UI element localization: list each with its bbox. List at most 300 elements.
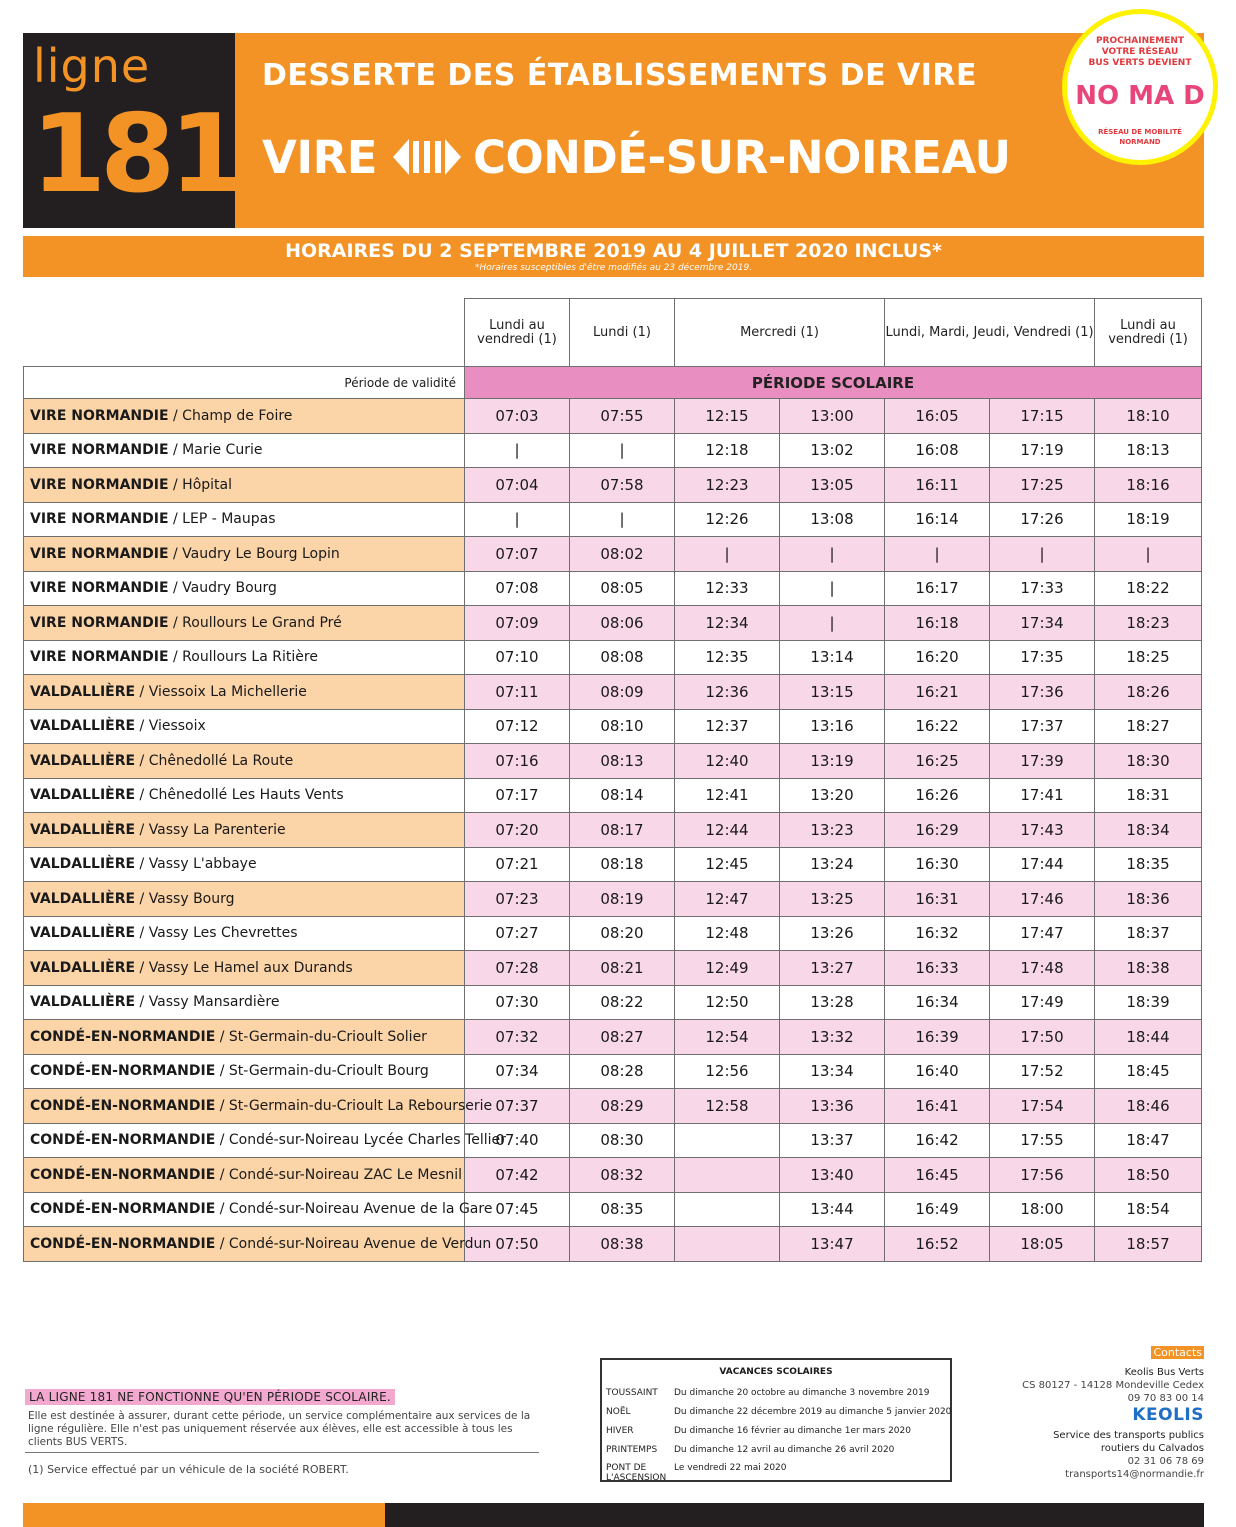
time-cell: 17:44 [990,847,1095,882]
holiday-dates: Le vendredi 22 mai 2020 [674,1463,787,1473]
holidays-title: VACANCES SCOLAIRES [719,1367,833,1377]
time-cell: 17:15 [990,399,1095,434]
timetable [23,298,1202,1262]
time-cell: 18:16 [1095,468,1202,503]
time-cell: 12:50 [675,985,780,1020]
time-cell: 07:28 [465,951,570,986]
contacts-block [984,1346,1204,1481]
time-cell: 18:35 [1095,847,1202,882]
bottom-bar-dark [385,1503,1204,1527]
time-cell: 07:03 [465,399,570,434]
time-cell: 16:20 [885,640,990,675]
time-cell: 17:43 [990,813,1095,848]
validity-label: Période de validité [24,367,465,399]
table-row [24,882,1202,917]
stop-name: VALDALLIÈRE / Vassy Le Hamel aux Durands [24,951,465,986]
time-cell: 07:20 [465,813,570,848]
commune-name: VALDALLIÈRE [30,787,136,804]
time-cell: | [465,502,570,537]
stop-name: VALDALLIÈRE / Vassy La Parenterie [24,813,465,848]
holiday-dates: Du dimanche 16 février au dimanche 1er mars 2020 [674,1426,911,1436]
time-cell: 13:47 [780,1227,885,1262]
time-cell: 18:13 [1095,433,1202,468]
time-cell: 16:14 [885,502,990,537]
time-cell: 12:40 [675,744,780,779]
stop-name: CONDÉ-EN-NORMANDIE / St-Germain-du-Crioult Solier [24,1020,465,1055]
stop-label: Hôpital [182,476,232,493]
time-cell: 18:10 [1095,399,1202,434]
time-cell: 08:21 [570,951,675,986]
time-cell: 16:21 [885,675,990,710]
stop-label: Roullours La Ritière [182,649,318,666]
time-cell: 07:37 [465,1089,570,1124]
holiday-dates: Du dimanche 12 avril au dimanche 26 avril 2020 [674,1445,895,1455]
period-row [24,367,1202,399]
time-cell: | [675,537,780,572]
table-row [24,640,1202,675]
table-row [24,951,1202,986]
commune-name: VALDALLIÈRE [30,890,136,907]
time-cell: 07:40 [465,1123,570,1158]
time-cell: 08:18 [570,847,675,882]
stop-name: CONDÉ-EN-NORMANDIE / Condé-sur-Noireau Avenue de la Gare [24,1192,465,1227]
time-cell: 13:34 [780,1054,885,1089]
time-cell: 18:44 [1095,1020,1202,1055]
time-cell: 18:46 [1095,1089,1202,1124]
stop-label: Vassy L'abbaye [148,856,257,873]
time-cell: 16:42 [885,1123,990,1158]
stop-label: Viessoix La Michellerie [148,683,307,700]
time-cell: 07:21 [465,847,570,882]
time-cell: 13:14 [780,640,885,675]
commune-name: CONDÉ-EN-NORMANDIE [30,1097,216,1114]
service-notice [25,1389,395,1405]
time-cell: 13:32 [780,1020,885,1055]
time-cell: 18:31 [1095,778,1202,813]
stop-name: VIRE NORMANDIE / Vaudry Le Bourg Lopin [24,537,465,572]
time-cell: 16:30 [885,847,990,882]
time-cell: 16:17 [885,571,990,606]
time-cell: 16:34 [885,985,990,1020]
stop-label: Chênedollé Les Hauts Vents [148,787,344,804]
stop-label: St-Germain-du-Crioult La Rebourserie [228,1097,493,1114]
time-cell: 12:44 [675,813,780,848]
time-cell: 08:27 [570,1020,675,1055]
stop-name: VALDALLIÈRE / Chênedollé La Route [24,744,465,779]
time-cell: | [885,537,990,572]
stop-name: VIRE NORMANDIE / Roullours Le Grand Pré [24,606,465,641]
double-arrow-icon [393,137,461,177]
time-cell: 16:33 [885,951,990,986]
table-row [24,813,1202,848]
time-cell [675,1123,780,1158]
time-cell: | [465,433,570,468]
time-cell: 08:08 [570,640,675,675]
table-row [24,778,1202,813]
commune-name: VIRE NORMANDIE [30,545,169,562]
table-row [24,1020,1202,1055]
time-cell: 13:37 [780,1123,885,1158]
time-cell: 08:22 [570,985,675,1020]
table-row [24,571,1202,606]
service-email[interactable]: transports14@normandie.fr [1065,1469,1204,1480]
table-row [24,1123,1202,1158]
time-cell: 07:34 [465,1054,570,1089]
time-cell: 17:41 [990,778,1095,813]
time-cell: | [780,571,885,606]
stop-label: Vaudry Le Bourg Lopin [182,545,340,562]
time-cell: 13:44 [780,1192,885,1227]
table-row [24,1089,1202,1124]
time-cell: 07:12 [465,709,570,744]
stop-label: St-Germain-du-Crioult Solier [228,1028,427,1045]
time-cell: 13:40 [780,1158,885,1193]
header-blank [24,299,465,367]
commune-name: CONDÉ-EN-NORMANDIE [30,1063,216,1080]
stop-name: VALDALLIÈRE / Vassy Bourg [24,882,465,917]
time-cell: 18:05 [990,1227,1095,1262]
commune-name: VALDALLIÈRE [30,752,136,769]
line-number: 181 [31,92,239,217]
time-cell: 17:56 [990,1158,1095,1193]
time-cell: 16:49 [885,1192,990,1227]
time-cell: 17:49 [990,985,1095,1020]
time-cell: 08:38 [570,1227,675,1262]
time-cell: 07:50 [465,1227,570,1262]
time-cell: 12:37 [675,709,780,744]
time-cell: 13:00 [780,399,885,434]
stop-name: VIRE NORMANDIE / LEP - Maupas [24,502,465,537]
service-line2: routiers du Calvados [1100,1443,1204,1454]
stop-label: Condé-sur-Noireau ZAC Le Mesnil [228,1166,463,1183]
time-cell: 16:40 [885,1054,990,1089]
time-cell: 13:27 [780,951,885,986]
time-cell: 17:54 [990,1089,1095,1124]
stop-label: LEP - Maupas [182,511,276,528]
time-cell: 17:47 [990,916,1095,951]
time-cell: 08:09 [570,675,675,710]
table-row [24,468,1202,503]
time-cell: 16:18 [885,606,990,641]
time-cell: 17:52 [990,1054,1095,1089]
time-cell: 07:10 [465,640,570,675]
holiday-dates: Du dimanche 22 décembre 2019 au dimanche 5 janvier 2020 [674,1407,952,1417]
time-cell: 18:25 [1095,640,1202,675]
time-cell: 08:02 [570,537,675,572]
stop-name: CONDÉ-EN-NORMANDIE / Condé-sur-Noireau Avenue de Verdun [24,1227,465,1262]
time-cell: 18:19 [1095,502,1202,537]
stop-label: Champ de Foire [182,407,293,424]
time-cell: 08:05 [570,571,675,606]
time-cell [675,1158,780,1193]
time-cell: 17:39 [990,744,1095,779]
time-cell: 08:35 [570,1192,675,1227]
time-cell: 18:23 [1095,606,1202,641]
time-cell: 16:05 [885,399,990,434]
nomad-logo [1062,9,1218,165]
table-row [24,675,1202,710]
stop-label: Condé-sur-Noireau Avenue de Verdun [228,1235,492,1252]
time-cell: 18:30 [1095,744,1202,779]
time-cell: 17:48 [990,951,1095,986]
validity-note: *Horaires susceptibles d'être modifiés au 23 décembre 2019. [474,263,753,273]
time-cell: 07:32 [465,1020,570,1055]
time-cell: 08:06 [570,606,675,641]
commune-name: VIRE NORMANDIE [30,407,169,424]
stop-name: VALDALLIÈRE / Viessoix [24,709,465,744]
stop-name: VIRE NORMANDIE / Hôpital [24,468,465,503]
time-cell: | [570,433,675,468]
table-row [24,606,1202,641]
time-cell: 16:08 [885,433,990,468]
time-cell: | [780,606,885,641]
commune-name: VALDALLIÈRE [30,925,136,942]
commune-name: VALDALLIÈRE [30,856,136,873]
period-label: PÉRIODE SCOLAIRE [465,367,1202,399]
time-cell: 12:18 [675,433,780,468]
table-row [24,916,1202,951]
time-cell: 13:08 [780,502,885,537]
table-row [24,399,1202,434]
time-cell: 18:54 [1095,1192,1202,1227]
time-cell: 18:38 [1095,951,1202,986]
stop-label: Condé-sur-Noireau Avenue de la Gare [228,1201,493,1218]
table-row [24,502,1202,537]
time-cell: 18:22 [1095,571,1202,606]
time-cell: 17:46 [990,882,1095,917]
route-title [262,125,1011,189]
time-cell: 13:02 [780,433,885,468]
stop-name: CONDÉ-EN-NORMANDIE / Condé-sur-Noireau Lycée Charles Tellier [24,1123,465,1158]
stop-label: Vassy Les Chevrettes [148,925,298,942]
time-cell: 08:29 [570,1089,675,1124]
service-line1: Service des transports publics [1053,1430,1204,1441]
table-row [24,709,1202,744]
commune-name: VALDALLIÈRE [30,821,136,838]
stop-name: VALDALLIÈRE / Vassy Mansardière [24,985,465,1020]
stop-label: St-Germain-du-Crioult Bourg [228,1063,429,1080]
time-cell: 16:41 [885,1089,990,1124]
time-cell: 08:17 [570,813,675,848]
time-cell: 16:29 [885,813,990,848]
stop-name: CONDÉ-EN-NORMANDIE / St-Germain-du-Crioult La Rebourserie [24,1089,465,1124]
time-cell: 12:49 [675,951,780,986]
time-cell: 13:36 [780,1089,885,1124]
time-cell: 07:55 [570,399,675,434]
time-cell: 12:26 [675,502,780,537]
stop-label: Chênedollé La Route [148,752,294,769]
commune-name: VIRE NORMANDIE [30,476,169,493]
stop-name: CONDÉ-EN-NORMANDIE / Condé-sur-Noireau ZAC Le Mesnil [24,1158,465,1193]
keolis-logo: KEOLIS [1132,1405,1204,1425]
time-cell: 07:09 [465,606,570,641]
time-cell: 16:25 [885,744,990,779]
table-row [24,744,1202,779]
time-cell: 08:10 [570,709,675,744]
route-to: CONDÉ-SUR-NOIREAU [472,130,1011,184]
day-header-row [24,299,1202,367]
time-cell: 16:39 [885,1020,990,1055]
stop-name: VALDALLIÈRE / Viessoix La Michellerie [24,675,465,710]
time-cell: 08:30 [570,1123,675,1158]
time-cell: 13:28 [780,985,885,1020]
time-cell: 16:22 [885,709,990,744]
time-cell: 13:26 [780,916,885,951]
time-cell: 18:00 [990,1192,1095,1227]
time-cell: 18:50 [1095,1158,1202,1193]
contacts-title: Contacts [1153,1346,1202,1359]
time-cell: 08:19 [570,882,675,917]
time-cell: 18:36 [1095,882,1202,917]
time-cell: 08:20 [570,916,675,951]
company-address: CS 80127 - 14128 Mondeville Cedex [1022,1380,1204,1391]
school-holidays-box [600,1358,952,1482]
commune-name: CONDÉ-EN-NORMANDIE [30,1235,216,1252]
time-cell: 16:26 [885,778,990,813]
service-phone: 02 31 06 78 69 [1127,1456,1204,1467]
time-cell: 12:36 [675,675,780,710]
commune-name: VIRE NORMANDIE [30,442,169,459]
time-cell: 12:15 [675,399,780,434]
time-cell: 07:23 [465,882,570,917]
time-cell: 07:30 [465,985,570,1020]
commune-name: CONDÉ-EN-NORMANDIE [30,1166,216,1183]
table-row [24,537,1202,572]
time-cell: 07:07 [465,537,570,572]
day-header: Lundi, Mardi, Jeudi, Vendredi (1) [885,299,1095,367]
time-cell: 07:27 [465,916,570,951]
commune-name: CONDÉ-EN-NORMANDIE [30,1201,216,1218]
day-header: Lundi (1) [570,299,675,367]
holiday-name: HIVER [606,1426,634,1436]
time-cell: 18:26 [1095,675,1202,710]
holiday-name: NOËL [606,1407,631,1417]
time-cell: 17:26 [990,502,1095,537]
stop-label: Vassy Le Hamel aux Durands [148,959,353,976]
stop-label: Roullours Le Grand Pré [182,614,342,631]
time-cell: 12:56 [675,1054,780,1089]
time-cell: 07:16 [465,744,570,779]
commune-name: VALDALLIÈRE [30,718,136,735]
time-cell: 08:32 [570,1158,675,1193]
time-cell: 12:41 [675,778,780,813]
holiday-name: TOUSSAINT [606,1388,658,1398]
time-cell: | [570,502,675,537]
footnote: (1) Service effectué par un véhicule de la société ROBERT. [28,1463,349,1476]
time-cell: 18:45 [1095,1054,1202,1089]
time-cell: 12:54 [675,1020,780,1055]
route-from: VIRE [262,130,377,184]
stop-name: VIRE NORMANDIE / Vaudry Bourg [24,571,465,606]
time-cell: 08:28 [570,1054,675,1089]
time-cell: 12:35 [675,640,780,675]
stop-name: VALDALLIÈRE / Chênedollé Les Hauts Vents [24,778,465,813]
table-row [24,847,1202,882]
time-cell: 08:14 [570,778,675,813]
commune-name: VIRE NORMANDIE [30,649,169,666]
time-cell: 13:20 [780,778,885,813]
stop-name: VIRE NORMANDIE / Marie Curie [24,433,465,468]
time-cell: 17:33 [990,571,1095,606]
day-header: Lundi au vendredi (1) [465,299,570,367]
holiday-name: PRINTEMPS [606,1445,658,1455]
commune-name: VIRE NORMANDIE [30,614,169,631]
divider [25,1452,539,1453]
time-cell: | [990,537,1095,572]
time-cell: 07:17 [465,778,570,813]
commune-name: VALDALLIÈRE [30,683,136,700]
page-subtitle: DESSERTE DES ÉTABLISSEMENTS DE VIRE [262,58,977,93]
time-cell: 13:15 [780,675,885,710]
time-cell: 17:55 [990,1123,1095,1158]
table-row [24,433,1202,468]
notice-highlight: LA LIGNE 181 NE FONCTIONNE QU'EN PÉRIODE SCOLAIRE. [25,1389,395,1405]
validity-dates: HORAIRES DU 2 SEPTEMBRE 2019 AU 4 JUILLET 2020 INCLUS* [285,240,942,262]
company-name: Keolis Bus Verts [1124,1367,1204,1378]
time-cell: 07:08 [465,571,570,606]
commune-name: VIRE NORMANDIE [30,511,169,528]
time-cell: 18:57 [1095,1227,1202,1262]
holiday-name: PONT DE L'ASCENSION [606,1463,667,1483]
time-cell: 13:25 [780,882,885,917]
time-cell: 12:47 [675,882,780,917]
time-cell [675,1192,780,1227]
schedule-validity-band [23,236,1204,277]
table-row [24,985,1202,1020]
time-cell: 13:16 [780,709,885,744]
time-cell: 12:45 [675,847,780,882]
day-header: Lundi au vendredi (1) [1095,299,1202,367]
time-cell: 17:50 [990,1020,1095,1055]
time-cell: 07:04 [465,468,570,503]
logo-tagline: RÉSEAU DE MOBILITÉ NORMAND [1098,128,1182,146]
time-cell: 13:05 [780,468,885,503]
time-cell: 16:31 [885,882,990,917]
stop-label: Condé-sur-Noireau Lycée Charles Tellier [228,1132,506,1149]
stop-label: Vassy La Parenterie [148,821,286,838]
commune-name: VALDALLIÈRE [30,994,136,1011]
time-cell: | [1095,537,1202,572]
time-cell: 18:27 [1095,709,1202,744]
time-cell [675,1227,780,1262]
time-cell: 07:42 [465,1158,570,1193]
time-cell: 17:37 [990,709,1095,744]
stop-label: Vassy Bourg [148,890,235,907]
time-cell: 17:36 [990,675,1095,710]
commune-name: VALDALLIÈRE [30,959,136,976]
stop-label: Marie Curie [182,442,263,459]
table-row [24,1192,1202,1227]
day-header: Mercredi (1) [675,299,885,367]
stop-name: VALDALLIÈRE / Vassy L'abbaye [24,847,465,882]
time-cell: 07:11 [465,675,570,710]
time-cell: | [780,537,885,572]
badge-word: ligne [33,39,151,93]
time-cell: 13:23 [780,813,885,848]
time-cell: 17:34 [990,606,1095,641]
stop-name: VIRE NORMANDIE / Champ de Foire [24,399,465,434]
company-phone: 09 70 83 00 14 [1127,1393,1204,1404]
table-row [24,1227,1202,1262]
time-cell: 16:11 [885,468,990,503]
stop-label: Viessoix [148,718,206,735]
time-cell: 07:45 [465,1192,570,1227]
time-cell: 17:35 [990,640,1095,675]
time-cell: 08:13 [570,744,675,779]
time-cell: 12:34 [675,606,780,641]
time-cell: 18:39 [1095,985,1202,1020]
stop-label: Vaudry Bourg [182,580,277,597]
